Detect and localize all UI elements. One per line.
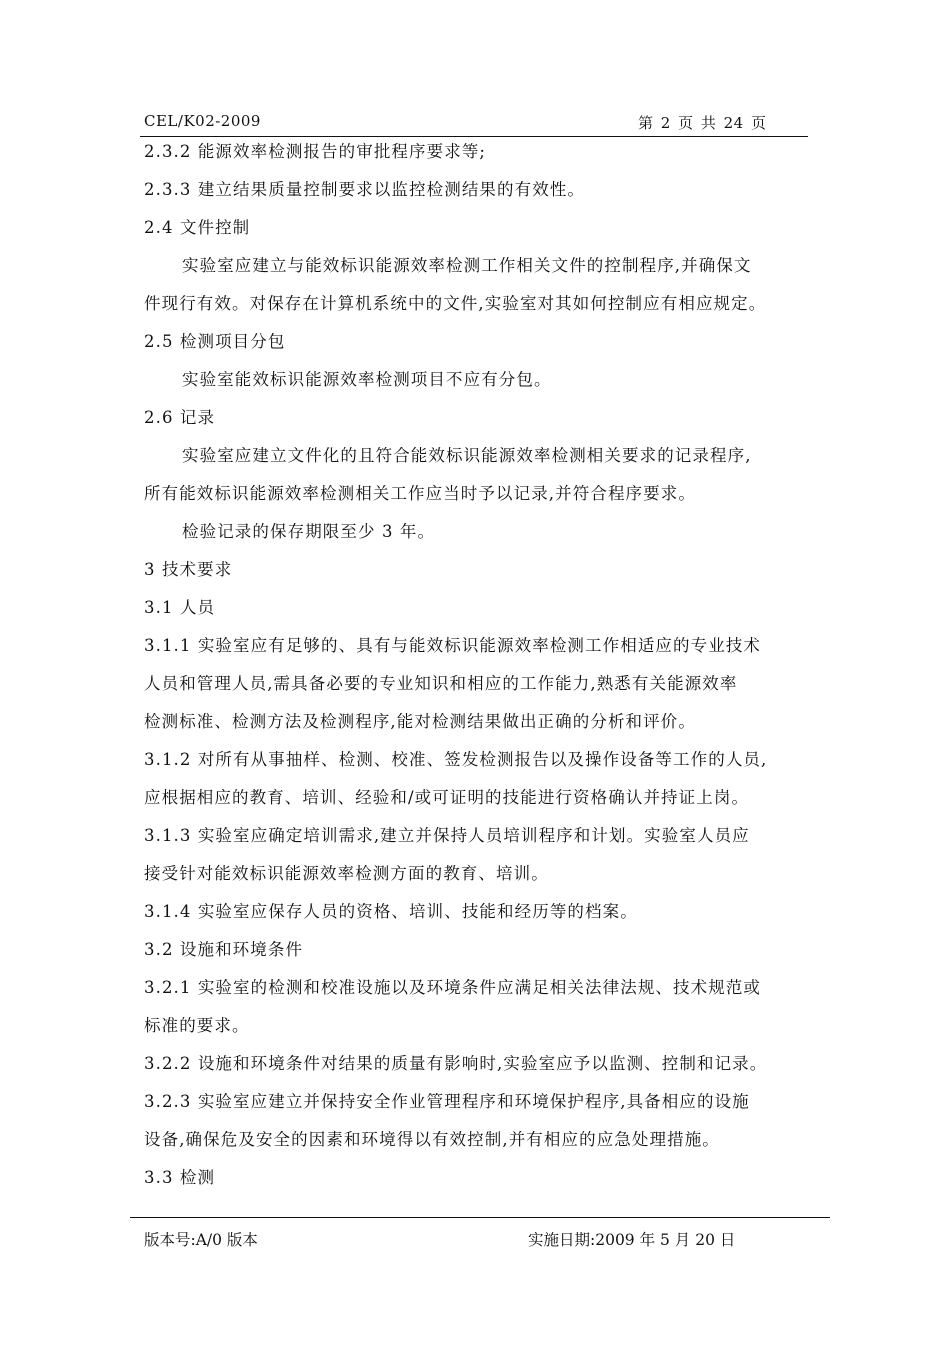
section-heading-2-6: 2.6 记录 xyxy=(144,408,216,427)
paragraph-line: 件现行有效。对保存在计算机系统中的文件,实验室对其如何控制应有相应规定。 xyxy=(144,294,767,313)
clause-2-3-3: 2.3.3 建立结果质量控制要求以监控检测结果的有效性。 xyxy=(144,180,586,199)
paragraph-line: 设备,确保危及安全的因素和环境得以有效控制,并有相应的应急处理措施。 xyxy=(144,1130,720,1149)
section-heading-3-1: 3.1 人员 xyxy=(144,598,216,617)
clause-3-2-3: 3.2.3 实验室应建立并保持安全作业管理程序和环境保护程序,具备相应的设施 xyxy=(144,1092,750,1111)
section-heading-3: 3 技术要求 xyxy=(144,560,233,579)
header-divider xyxy=(140,136,808,137)
section-heading-3-2: 3.2 设施和环境条件 xyxy=(144,940,304,959)
section-heading-2-4: 2.4 文件控制 xyxy=(144,218,251,237)
section-heading-3-3: 3.3 检测 xyxy=(144,1168,216,1187)
page-number: 第 2 页 共 24 页 xyxy=(638,114,767,132)
paragraph-line: 所有能效标识能源效率检测相关工作应当时予以记录,并符合程序要求。 xyxy=(144,484,696,503)
footer-divider xyxy=(130,1217,830,1218)
clause-3-1-1: 3.1.1 实验室应有足够的、具有与能效标识能源效率检测工作相适应的专业技术 xyxy=(144,636,762,655)
effective-date: 实施日期:2009 年 5 月 20 日 xyxy=(528,1231,736,1249)
clause-3-2-1: 3.2.1 实验室的检测和校准设施以及环境条件应满足相关法律法规、技术规范或 xyxy=(144,978,762,997)
paragraph-line: 人员和管理人员,需具备必要的专业知识和相应的工作能力,熟悉有关能源效率 xyxy=(144,674,738,693)
paragraph-line: 实验室应建立文件化的且符合能效标识能源效率检测相关要求的记录程序, xyxy=(182,446,752,465)
paragraph-line: 实验室能效标识能源效率检测项目不应有分包。 xyxy=(182,370,552,389)
paragraph-line: 接受针对能效标识能源效率检测方面的教育、培训。 xyxy=(144,864,549,883)
document-code: CEL/K02-2009 xyxy=(144,112,261,130)
clause-3-1-2: 3.1.2 对所有从事抽样、检测、校准、签发检测报告以及操作设备等工作的人员, xyxy=(144,750,768,769)
section-heading-2-5: 2.5 检测项目分包 xyxy=(144,332,286,351)
paragraph-line: 检验记录的保存期限至少 3 年。 xyxy=(182,522,436,541)
version-label: 版本号:A/0 版本 xyxy=(144,1231,258,1249)
clause-3-1-3: 3.1.3 实验室应确定培训需求,建立并保持人员培训程序和计划。实验室人员应 xyxy=(144,826,750,845)
clause-3-2-2: 3.2.2 设施和环境条件对结果的质量有影响时,实验室应予以监测、控制和记录。 xyxy=(144,1054,768,1073)
paragraph-line: 检测标准、检测方法及检测程序,能对检测结果做出正确的分析和评价。 xyxy=(144,712,696,731)
paragraph-line: 应根据相应的教育、培训、经验和/或可证明的技能进行资格确认并持证上岗。 xyxy=(144,788,750,807)
paragraph-line: 实验室应建立与能效标识能源效率检测工作相关文件的控制程序,并确保文 xyxy=(182,256,752,275)
clause-2-3-2: 2.3.2 能源效率检测报告的审批程序要求等; xyxy=(144,142,487,161)
clause-3-1-4: 3.1.4 实验室应保存人员的资格、培训、技能和经历等的档案。 xyxy=(144,902,638,921)
paragraph-line: 标准的要求。 xyxy=(144,1016,250,1035)
